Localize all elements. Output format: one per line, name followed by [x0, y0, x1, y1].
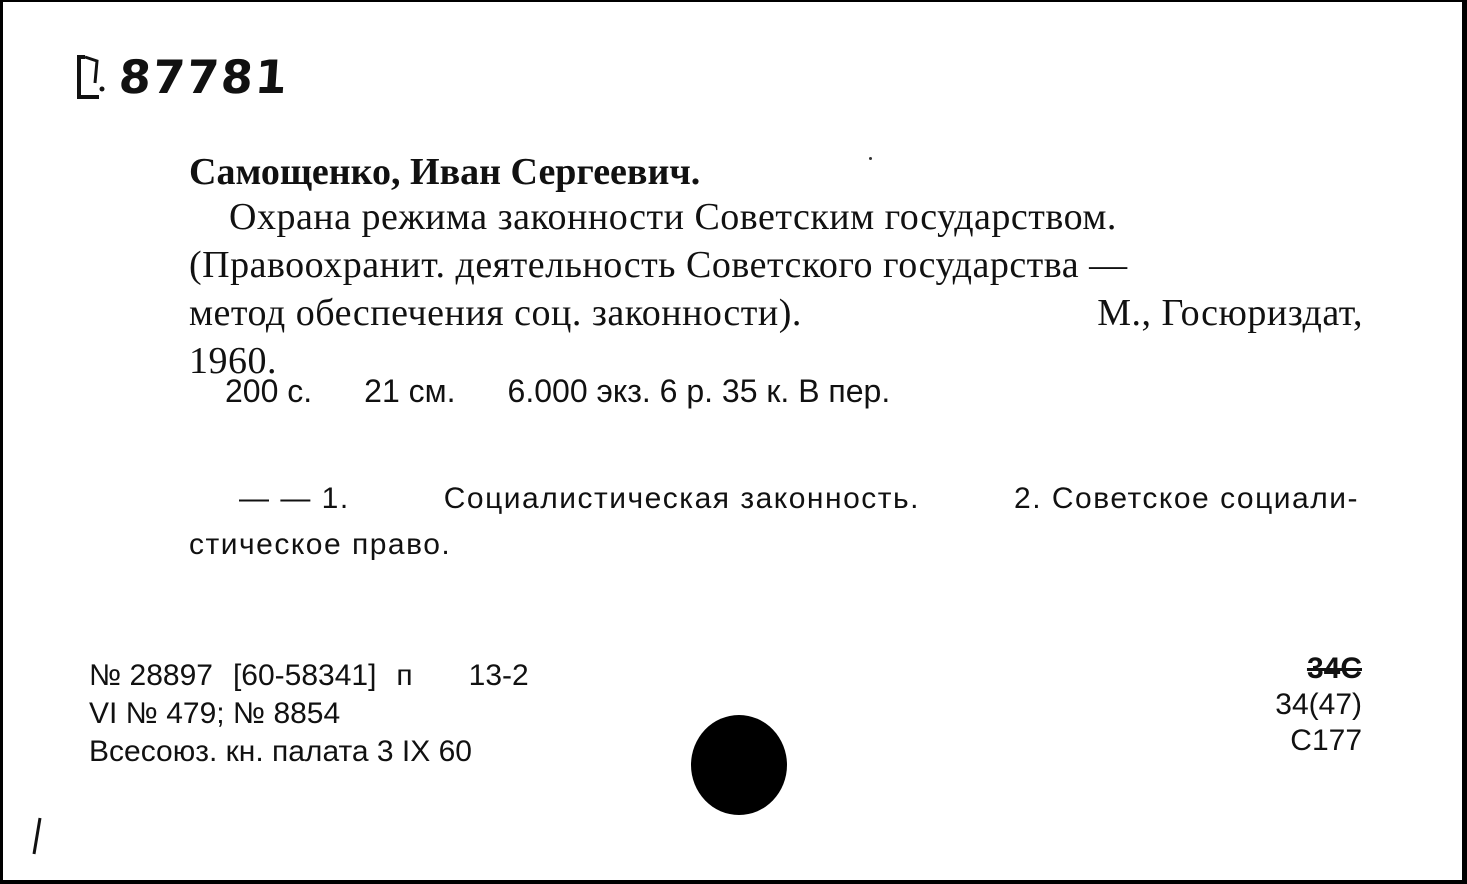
subject-headings: [189, 476, 1359, 568]
footer-classification: [1275, 651, 1362, 759]
author-heading: Самощенко, Иван Сергеевич.: [189, 151, 701, 193]
record-code: 13-2: [468, 659, 529, 692]
title-line-3: [189, 289, 1363, 337]
record-number: № 28897: [89, 659, 213, 692]
footer-row-1: [89, 657, 529, 695]
catalog-card: [3, 2, 1462, 880]
title-line-3-left: метод обеспечения соц. законности).: [189, 292, 802, 334]
class-code: 34(47): [1275, 688, 1362, 721]
lc-number: [60-58341]: [232, 659, 377, 692]
footer-row-2: VI № 479; № 8854: [89, 697, 341, 730]
title-line-2: (Правоохранит. деятельность Советского государства —: [189, 244, 1128, 286]
pencil-mark-icon: [31, 816, 43, 856]
author-mark: С177: [1290, 724, 1362, 757]
footer-registration: [89, 657, 529, 771]
size: 21 см.: [364, 373, 456, 409]
call-number: 87781: [117, 50, 291, 104]
punch-hole: [691, 715, 787, 815]
footer-row-3: Всесоюз. кн. палата 3 IX 60: [89, 735, 472, 768]
imprint-year: 1960.: [189, 340, 277, 382]
subject-2-start: 2. Советское социали-: [1014, 482, 1359, 515]
subjects-line-1: [189, 476, 1359, 522]
record-letter: п: [396, 659, 413, 692]
struck-class-code: 34С: [1306, 652, 1362, 685]
title-block: [189, 193, 1363, 385]
subjects-dashes: — — 1.: [239, 482, 350, 515]
handwritten-call-number: [75, 42, 289, 112]
ink-speck: [869, 157, 872, 160]
title-line-1: Охрана режима законности Советским государством.: [229, 196, 1117, 238]
bracket-mark-icon: [75, 53, 105, 101]
subjects-line-2: стическое право.: [189, 528, 452, 561]
imprint-publisher: М., Госюриздат,: [1097, 292, 1363, 334]
pages: 200 с.: [225, 373, 313, 409]
subject-1: Социалистическая законность.: [443, 482, 920, 515]
physical-description: [225, 373, 890, 410]
print-run-price: 6.000 экз. 6 р. 35 к. В пер.: [507, 373, 891, 409]
